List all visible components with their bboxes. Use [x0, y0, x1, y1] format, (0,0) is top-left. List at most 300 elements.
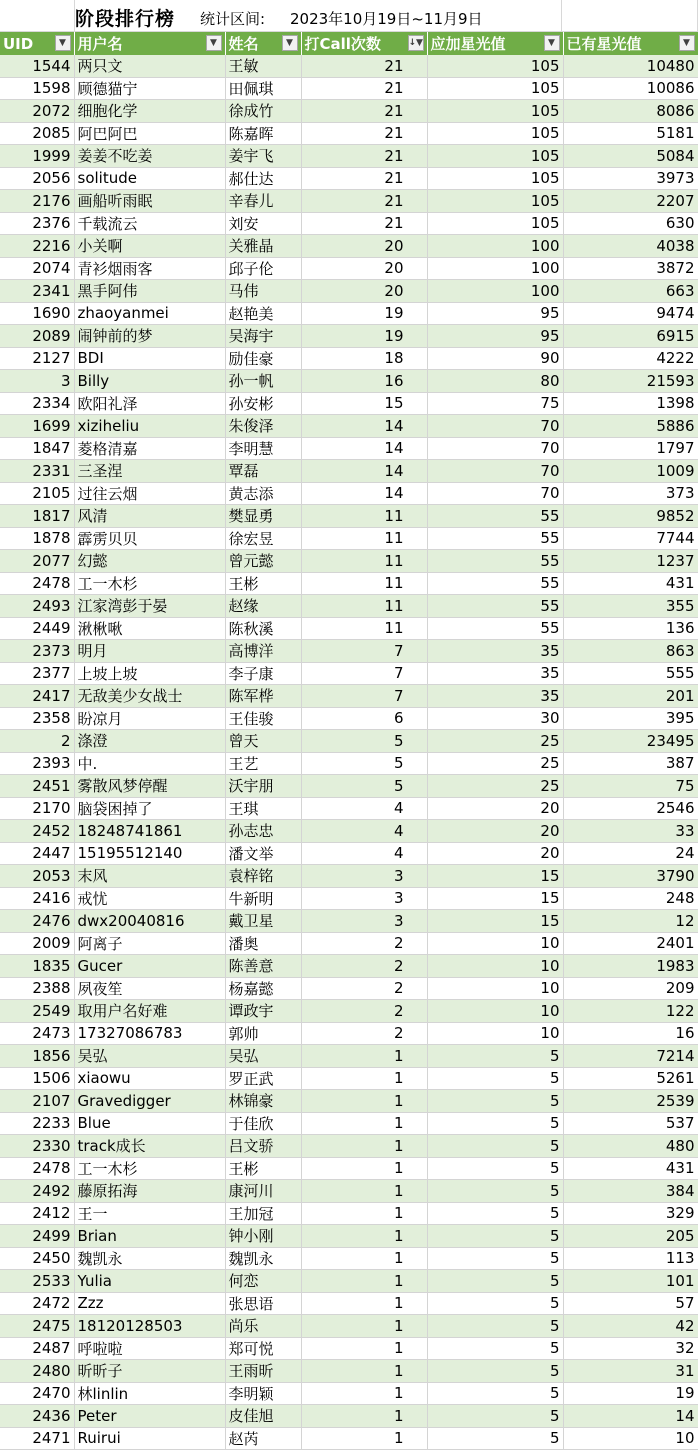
cell-name[interactable]: 魏凯永: [225, 1247, 301, 1270]
cell-uid[interactable]: 2476: [0, 910, 74, 933]
cell-name[interactable]: 于佳欣: [225, 1112, 301, 1135]
cell-username[interactable]: 千载流云: [74, 212, 225, 235]
cell-username[interactable]: Blue: [74, 1112, 225, 1135]
cell-uid[interactable]: 2334: [0, 392, 74, 415]
cell-call-count[interactable]: 14: [301, 482, 427, 505]
table-row[interactable]: [0, 1135, 698, 1158]
cell-name[interactable]: 牛新明: [225, 887, 301, 910]
cell-stars-to-add[interactable]: 105: [427, 190, 563, 213]
cell-uid[interactable]: 2478: [0, 1157, 74, 1180]
cell-stars-owned[interactable]: 373: [563, 482, 698, 505]
cell-call-count[interactable]: 14: [301, 460, 427, 483]
table-row[interactable]: [0, 1067, 698, 1090]
cell-name[interactable]: 王艺: [225, 752, 301, 775]
cell-stars-to-add[interactable]: 5: [427, 1067, 563, 1090]
cell-stars-to-add[interactable]: 5: [427, 1427, 563, 1450]
cell-name[interactable]: 潘文举: [225, 842, 301, 865]
cell-name[interactable]: 赵芮: [225, 1427, 301, 1450]
cell-uid[interactable]: 1817: [0, 505, 74, 528]
cell-stars-to-add[interactable]: 5: [427, 1202, 563, 1225]
cell-uid[interactable]: 1699: [0, 415, 74, 438]
cell-username[interactable]: 菱格清嘉: [74, 437, 225, 460]
cell-uid[interactable]: 2480: [0, 1360, 74, 1383]
cell-stars-to-add[interactable]: 5: [427, 1270, 563, 1293]
table-row[interactable]: [0, 1112, 698, 1135]
cell-stars-owned[interactable]: 4222: [563, 347, 698, 370]
cell-name[interactable]: 孙安彬: [225, 392, 301, 415]
cell-name[interactable]: 覃磊: [225, 460, 301, 483]
cell-stars-owned[interactable]: 7744: [563, 527, 698, 550]
cell-name[interactable]: 谭政宇: [225, 1000, 301, 1023]
cell-uid[interactable]: 2009: [0, 932, 74, 955]
table-row[interactable]: [0, 1180, 698, 1203]
cell-stars-to-add[interactable]: 105: [427, 122, 563, 145]
cell-stars-owned[interactable]: 1237: [563, 550, 698, 573]
cell-call-count[interactable]: 6: [301, 707, 427, 730]
table-row[interactable]: [0, 1045, 698, 1068]
cell-stars-owned[interactable]: 6915: [563, 325, 698, 348]
cell-username[interactable]: 昕昕子: [74, 1360, 225, 1383]
cell-uid[interactable]: 2447: [0, 842, 74, 865]
cell-stars-to-add[interactable]: 105: [427, 167, 563, 190]
table-row[interactable]: [0, 842, 698, 865]
cell-stars-owned[interactable]: 387: [563, 752, 698, 775]
cell-stars-to-add[interactable]: 5: [427, 1157, 563, 1180]
cell-name[interactable]: 陈嘉晖: [225, 122, 301, 145]
cell-call-count[interactable]: 2: [301, 1000, 427, 1023]
cell-username[interactable]: 18248741861: [74, 820, 225, 843]
table-row[interactable]: [0, 797, 698, 820]
cell-stars-to-add[interactable]: 70: [427, 437, 563, 460]
cell-uid[interactable]: 2216: [0, 235, 74, 258]
cell-name[interactable]: 高博洋: [225, 640, 301, 663]
table-row[interactable]: [0, 707, 698, 730]
cell-name[interactable]: 杨嘉懿: [225, 977, 301, 1000]
cell-uid[interactable]: 2549: [0, 1000, 74, 1023]
cell-username[interactable]: dwx20040816: [74, 910, 225, 933]
cell-call-count[interactable]: 19: [301, 325, 427, 348]
cell-name[interactable]: 赵缘: [225, 595, 301, 618]
cell-call-count[interactable]: 3: [301, 910, 427, 933]
cell-call-count[interactable]: 21: [301, 122, 427, 145]
cell-stars-owned[interactable]: 5181: [563, 122, 698, 145]
table-row[interactable]: [0, 100, 698, 123]
cell-stars-to-add[interactable]: 55: [427, 527, 563, 550]
cell-uid[interactable]: 2450: [0, 1247, 74, 1270]
cell-username[interactable]: 顾德猫宁: [74, 77, 225, 100]
cell-name[interactable]: 袁梓铭: [225, 865, 301, 888]
table-row[interactable]: [0, 1315, 698, 1338]
cell-uid[interactable]: 2373: [0, 640, 74, 663]
cell-stars-owned[interactable]: 42: [563, 1315, 698, 1338]
cell-call-count[interactable]: 1: [301, 1090, 427, 1113]
cell-name[interactable]: 关雅晶: [225, 235, 301, 258]
cell-stars-to-add[interactable]: 5: [427, 1180, 563, 1203]
cell-stars-to-add[interactable]: 15: [427, 887, 563, 910]
cell-call-count[interactable]: 18: [301, 347, 427, 370]
table-row[interactable]: [0, 1360, 698, 1383]
cell-uid[interactable]: 2170: [0, 797, 74, 820]
cell-name[interactable]: 李明慧: [225, 437, 301, 460]
cell-username[interactable]: Ruirui: [74, 1427, 225, 1450]
cell-name[interactable]: 郑可悦: [225, 1337, 301, 1360]
cell-uid[interactable]: 2341: [0, 280, 74, 303]
filter-dropdown-icon[interactable]: ▼: [206, 35, 222, 51]
cell-call-count[interactable]: 5: [301, 730, 427, 753]
cell-uid[interactable]: 1856: [0, 1045, 74, 1068]
table-row[interactable]: [0, 1382, 698, 1405]
cell-call-count[interactable]: 7: [301, 640, 427, 663]
cell-uid[interactable]: 2107: [0, 1090, 74, 1113]
table-row[interactable]: [0, 235, 698, 258]
cell-call-count[interactable]: 21: [301, 145, 427, 168]
cell-uid[interactable]: 2127: [0, 347, 74, 370]
cell-call-count[interactable]: 14: [301, 437, 427, 460]
cell-stars-owned[interactable]: 7214: [563, 1045, 698, 1068]
cell-stars-owned[interactable]: 3973: [563, 167, 698, 190]
table-row[interactable]: [0, 662, 698, 685]
cell-uid[interactable]: 2388: [0, 977, 74, 1000]
cell-call-count[interactable]: 1: [301, 1247, 427, 1270]
cell-username[interactable]: 夙夜笙: [74, 977, 225, 1000]
cell-stars-owned[interactable]: 21593: [563, 370, 698, 393]
cell-stars-to-add[interactable]: 55: [427, 595, 563, 618]
cell-stars-owned[interactable]: 136: [563, 617, 698, 640]
cell-call-count[interactable]: 21: [301, 100, 427, 123]
cell-username[interactable]: 取用户名好难: [74, 1000, 225, 1023]
table-row[interactable]: [0, 617, 698, 640]
cell-stars-to-add[interactable]: 20: [427, 820, 563, 843]
cell-stars-to-add[interactable]: 5: [427, 1315, 563, 1338]
cell-uid[interactable]: 2089: [0, 325, 74, 348]
cell-call-count[interactable]: 21: [301, 212, 427, 235]
cell-username[interactable]: zhaoyanmei: [74, 302, 225, 325]
cell-call-count[interactable]: 1: [301, 1360, 427, 1383]
cell-stars-owned[interactable]: 10: [563, 1427, 698, 1450]
cell-username[interactable]: track成长: [74, 1135, 225, 1158]
cell-stars-owned[interactable]: 1983: [563, 955, 698, 978]
cell-call-count[interactable]: 4: [301, 797, 427, 820]
cell-stars-owned[interactable]: 32: [563, 1337, 698, 1360]
cell-username[interactable]: 上坡上坡: [74, 662, 225, 685]
cell-stars-to-add[interactable]: 90: [427, 347, 563, 370]
cell-username[interactable]: 吴弘: [74, 1045, 225, 1068]
table-row[interactable]: [0, 1157, 698, 1180]
cell-name[interactable]: 黄志添: [225, 482, 301, 505]
cell-username[interactable]: 三圣涅: [74, 460, 225, 483]
cell-stars-owned[interactable]: 555: [563, 662, 698, 685]
cell-name[interactable]: 曾元懿: [225, 550, 301, 573]
cell-uid[interactable]: 2377: [0, 662, 74, 685]
cell-name[interactable]: 吕文骄: [225, 1135, 301, 1158]
cell-call-count[interactable]: 1: [301, 1292, 427, 1315]
table-row[interactable]: [0, 887, 698, 910]
table-row[interactable]: [0, 1405, 698, 1428]
cell-call-count[interactable]: 19: [301, 302, 427, 325]
cell-stars-to-add[interactable]: 25: [427, 752, 563, 775]
cell-stars-to-add[interactable]: 25: [427, 730, 563, 753]
table-row[interactable]: [0, 977, 698, 1000]
table-row[interactable]: [0, 1090, 698, 1113]
cell-call-count[interactable]: 20: [301, 235, 427, 258]
cell-username[interactable]: Zzz: [74, 1292, 225, 1315]
cell-name[interactable]: 钟小刚: [225, 1225, 301, 1248]
cell-call-count[interactable]: 16: [301, 370, 427, 393]
cell-username[interactable]: 戒忧: [74, 887, 225, 910]
table-row[interactable]: [0, 775, 698, 798]
cell-uid[interactable]: 2499: [0, 1225, 74, 1248]
cell-stars-to-add[interactable]: 25: [427, 775, 563, 798]
filter-dropdown-icon[interactable]: ▼: [544, 35, 560, 51]
cell-call-count[interactable]: 7: [301, 685, 427, 708]
cell-stars-to-add[interactable]: 5: [427, 1045, 563, 1068]
cell-name[interactable]: 孙一帆: [225, 370, 301, 393]
cell-uid[interactable]: 2533: [0, 1270, 74, 1293]
column-header-stars-to-add[interactable]: [427, 32, 563, 55]
cell-username[interactable]: Yulia: [74, 1270, 225, 1293]
cell-uid[interactable]: 2449: [0, 617, 74, 640]
cell-uid[interactable]: 2233: [0, 1112, 74, 1135]
cell-stars-owned[interactable]: 31: [563, 1360, 698, 1383]
cell-call-count[interactable]: 3: [301, 887, 427, 910]
cell-stars-owned[interactable]: 863: [563, 640, 698, 663]
cell-stars-owned[interactable]: 4038: [563, 235, 698, 258]
cell-username[interactable]: 中.: [74, 752, 225, 775]
cell-stars-owned[interactable]: 5084: [563, 145, 698, 168]
cell-name[interactable]: 张思语: [225, 1292, 301, 1315]
table-row[interactable]: [0, 347, 698, 370]
cell-stars-to-add[interactable]: 20: [427, 797, 563, 820]
cell-uid[interactable]: 2176: [0, 190, 74, 213]
table-row[interactable]: [0, 820, 698, 843]
cell-username[interactable]: 工一木杉: [74, 572, 225, 595]
cell-username[interactable]: 黑手阿伟: [74, 280, 225, 303]
cell-uid[interactable]: 2436: [0, 1405, 74, 1428]
cell-name[interactable]: 赵艳美: [225, 302, 301, 325]
cell-stars-to-add[interactable]: 100: [427, 257, 563, 280]
cell-username[interactable]: 画船听雨眠: [74, 190, 225, 213]
cell-call-count[interactable]: 21: [301, 55, 427, 77]
cell-name[interactable]: 王琪: [225, 797, 301, 820]
cell-uid[interactable]: 2487: [0, 1337, 74, 1360]
cell-name[interactable]: 林锦豪: [225, 1090, 301, 1113]
table-row[interactable]: [0, 572, 698, 595]
table-row[interactable]: [0, 482, 698, 505]
cell-stars-owned[interactable]: 10480: [563, 55, 698, 77]
cell-stars-to-add[interactable]: 100: [427, 235, 563, 258]
cell-username[interactable]: 闹钟前的梦: [74, 325, 225, 348]
cell-stars-to-add[interactable]: 5: [427, 1337, 563, 1360]
cell-stars-owned[interactable]: 1398: [563, 392, 698, 415]
cell-stars-to-add[interactable]: 10: [427, 932, 563, 955]
cell-call-count[interactable]: 2: [301, 1022, 427, 1045]
table-row[interactable]: [0, 1427, 698, 1450]
cell-username[interactable]: 林linlin: [74, 1382, 225, 1405]
cell-uid[interactable]: 2376: [0, 212, 74, 235]
cell-stars-owned[interactable]: 2546: [563, 797, 698, 820]
cell-call-count[interactable]: 1: [301, 1180, 427, 1203]
cell-username[interactable]: 脑袋困掉了: [74, 797, 225, 820]
cell-stars-to-add[interactable]: 5: [427, 1247, 563, 1270]
cell-uid[interactable]: 1835: [0, 955, 74, 978]
cell-stars-to-add[interactable]: 10: [427, 977, 563, 1000]
cell-stars-to-add[interactable]: 80: [427, 370, 563, 393]
cell-name[interactable]: 康河川: [225, 1180, 301, 1203]
cell-username[interactable]: 小关啊: [74, 235, 225, 258]
cell-username[interactable]: 阿巴阿巴: [74, 122, 225, 145]
cell-username[interactable]: Gravedigger: [74, 1090, 225, 1113]
cell-username[interactable]: Brian: [74, 1225, 225, 1248]
table-row[interactable]: [0, 932, 698, 955]
cell-stars-to-add[interactable]: 15: [427, 910, 563, 933]
table-row[interactable]: [0, 1292, 698, 1315]
cell-stars-to-add[interactable]: 95: [427, 325, 563, 348]
cell-stars-owned[interactable]: 209: [563, 977, 698, 1000]
cell-stars-owned[interactable]: 5886: [563, 415, 698, 438]
cell-call-count[interactable]: 4: [301, 842, 427, 865]
cell-uid[interactable]: 2451: [0, 775, 74, 798]
cell-stars-to-add[interactable]: 5: [427, 1225, 563, 1248]
cell-username[interactable]: 风清: [74, 505, 225, 528]
sort-descending-icon[interactable]: ↓▼: [408, 35, 424, 51]
cell-stars-to-add[interactable]: 10: [427, 1000, 563, 1023]
table-row[interactable]: [0, 527, 698, 550]
cell-stars-owned[interactable]: 9474: [563, 302, 698, 325]
cell-stars-owned[interactable]: 24: [563, 842, 698, 865]
cell-username[interactable]: Peter: [74, 1405, 225, 1428]
cell-stars-to-add[interactable]: 5: [427, 1292, 563, 1315]
table-row[interactable]: [0, 752, 698, 775]
cell-stars-to-add[interactable]: 35: [427, 662, 563, 685]
table-row[interactable]: [0, 167, 698, 190]
cell-stars-to-add[interactable]: 35: [427, 685, 563, 708]
cell-name[interactable]: 姜宇飞: [225, 145, 301, 168]
cell-name[interactable]: 潘奥: [225, 932, 301, 955]
table-row[interactable]: [0, 1022, 698, 1045]
table-row[interactable]: [0, 1202, 698, 1225]
cell-stars-owned[interactable]: 205: [563, 1225, 698, 1248]
cell-uid[interactable]: 2074: [0, 257, 74, 280]
table-row[interactable]: [0, 865, 698, 888]
table-row[interactable]: [0, 910, 698, 933]
cell-stars-owned[interactable]: 23495: [563, 730, 698, 753]
table-row[interactable]: [0, 392, 698, 415]
cell-stars-owned[interactable]: 16: [563, 1022, 698, 1045]
cell-name[interactable]: 徐成竹: [225, 100, 301, 123]
cell-username[interactable]: 细胞化学: [74, 100, 225, 123]
cell-username[interactable]: 姜姜不吃姜: [74, 145, 225, 168]
cell-stars-owned[interactable]: 10086: [563, 77, 698, 100]
cell-username[interactable]: 工一木杉: [74, 1157, 225, 1180]
cell-call-count[interactable]: 7: [301, 662, 427, 685]
table-row[interactable]: [0, 55, 698, 77]
cell-username[interactable]: 魏凯永: [74, 1247, 225, 1270]
cell-stars-owned[interactable]: 201: [563, 685, 698, 708]
cell-username[interactable]: 过往云烟: [74, 482, 225, 505]
cell-call-count[interactable]: 11: [301, 505, 427, 528]
cell-username[interactable]: 湫楸啾: [74, 617, 225, 640]
cell-stars-owned[interactable]: 9852: [563, 505, 698, 528]
cell-name[interactable]: 田佩琪: [225, 77, 301, 100]
cell-username[interactable]: 17327086783: [74, 1022, 225, 1045]
cell-stars-to-add[interactable]: 70: [427, 460, 563, 483]
cell-uid[interactable]: 2077: [0, 550, 74, 573]
cell-username[interactable]: Billy: [74, 370, 225, 393]
cell-uid[interactable]: 1847: [0, 437, 74, 460]
cell-stars-to-add[interactable]: 105: [427, 145, 563, 168]
cell-name[interactable]: 皮佳旭: [225, 1405, 301, 1428]
cell-stars-to-add[interactable]: 35: [427, 640, 563, 663]
cell-call-count[interactable]: 11: [301, 527, 427, 550]
cell-stars-owned[interactable]: 355: [563, 595, 698, 618]
cell-stars-owned[interactable]: 3790: [563, 865, 698, 888]
cell-stars-owned[interactable]: 395: [563, 707, 698, 730]
table-row[interactable]: [0, 505, 698, 528]
table-row[interactable]: [0, 437, 698, 460]
cell-stars-to-add[interactable]: 10: [427, 955, 563, 978]
cell-stars-owned[interactable]: 384: [563, 1180, 698, 1203]
cell-uid[interactable]: 1999: [0, 145, 74, 168]
cell-name[interactable]: 李明颖: [225, 1382, 301, 1405]
cell-name[interactable]: 尚乐: [225, 1315, 301, 1338]
cell-username[interactable]: 15195512140: [74, 842, 225, 865]
cell-username[interactable]: 盼凉月: [74, 707, 225, 730]
cell-call-count[interactable]: 1: [301, 1202, 427, 1225]
cell-stars-to-add[interactable]: 75: [427, 392, 563, 415]
cell-stars-owned[interactable]: 630: [563, 212, 698, 235]
cell-uid[interactable]: 2331: [0, 460, 74, 483]
cell-stars-to-add[interactable]: 105: [427, 77, 563, 100]
cell-call-count[interactable]: 2: [301, 977, 427, 1000]
cell-stars-to-add[interactable]: 5: [427, 1090, 563, 1113]
cell-name[interactable]: 王雨昕: [225, 1360, 301, 1383]
column-header-username[interactable]: [74, 32, 225, 55]
cell-stars-to-add[interactable]: 30: [427, 707, 563, 730]
cell-uid[interactable]: 1690: [0, 302, 74, 325]
cell-call-count[interactable]: 3: [301, 865, 427, 888]
cell-name[interactable]: 王彬: [225, 572, 301, 595]
cell-stars-to-add[interactable]: 5: [427, 1405, 563, 1428]
cell-stars-owned[interactable]: 329: [563, 1202, 698, 1225]
cell-stars-owned[interactable]: 122: [563, 1000, 698, 1023]
cell-call-count[interactable]: 1: [301, 1157, 427, 1180]
cell-call-count[interactable]: 20: [301, 257, 427, 280]
column-header-call-count[interactable]: [301, 32, 427, 55]
cell-call-count[interactable]: 4: [301, 820, 427, 843]
cell-uid[interactable]: 2: [0, 730, 74, 753]
cell-call-count[interactable]: 1: [301, 1112, 427, 1135]
cell-uid[interactable]: 1506: [0, 1067, 74, 1090]
cell-name[interactable]: 刘安: [225, 212, 301, 235]
cell-call-count[interactable]: 2: [301, 932, 427, 955]
cell-stars-owned[interactable]: 57: [563, 1292, 698, 1315]
cell-stars-to-add[interactable]: 105: [427, 100, 563, 123]
cell-uid[interactable]: 2330: [0, 1135, 74, 1158]
cell-uid[interactable]: 2412: [0, 1202, 74, 1225]
table-row[interactable]: [0, 595, 698, 618]
cell-stars-to-add[interactable]: 5: [427, 1112, 563, 1135]
table-row[interactable]: [0, 550, 698, 573]
cell-name[interactable]: 吴海宇: [225, 325, 301, 348]
cell-name[interactable]: 陈秋溪: [225, 617, 301, 640]
cell-stars-to-add[interactable]: 20: [427, 842, 563, 865]
filter-dropdown-icon[interactable]: ▼: [679, 35, 695, 51]
table-row[interactable]: [0, 730, 698, 753]
cell-name[interactable]: 王彬: [225, 1157, 301, 1180]
cell-stars-to-add[interactable]: 95: [427, 302, 563, 325]
cell-name[interactable]: 陈善意: [225, 955, 301, 978]
cell-uid[interactable]: 1544: [0, 55, 74, 77]
